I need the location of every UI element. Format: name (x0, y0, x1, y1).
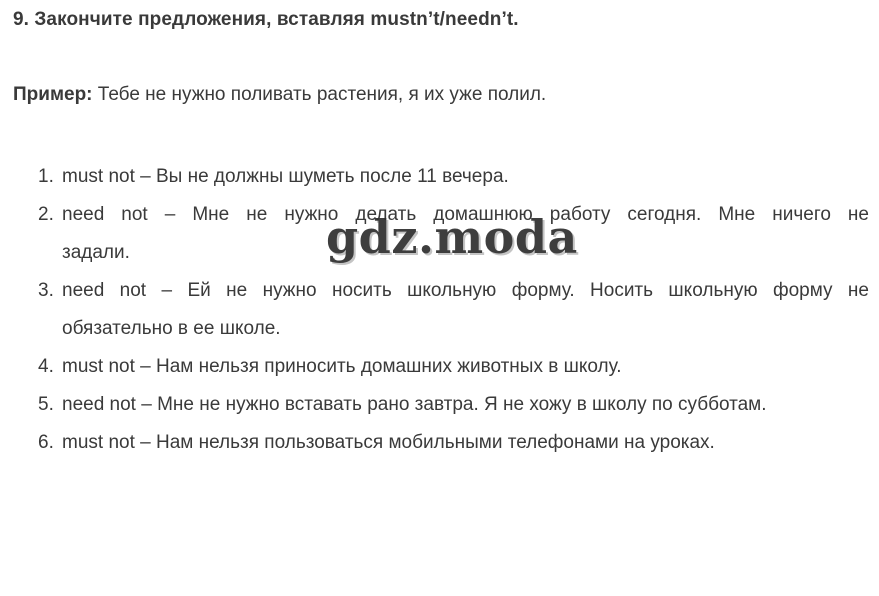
item-text-line: обязательно в ее школе. (62, 318, 281, 339)
list-item (38, 158, 869, 196)
answer-list (38, 158, 869, 462)
exercise-heading: 9. Закончите предложения, вставляя mustn’t/needn’t. (13, 9, 519, 30)
item-text-line: need not – Ей не нужно носить школьную форму. Носить школьную форму не (62, 280, 869, 301)
item-text-line: задали. (62, 242, 130, 263)
item-text: must not – Нам нельзя приносить домашних животных в школу. (62, 356, 622, 377)
item-text (62, 272, 869, 348)
item-number: 6. (38, 432, 54, 453)
watermark-logo: gdz.moda (326, 210, 578, 264)
item-number: 3. (38, 280, 54, 301)
item-number: 1. (38, 166, 54, 187)
item-number: 2. (38, 204, 54, 225)
item-text: must not – Вы не должны шуметь после 11 вечера. (62, 166, 509, 187)
item-number: 5. (38, 394, 54, 415)
list-item (38, 272, 869, 348)
example-line (13, 84, 546, 106)
list-item (38, 424, 869, 462)
list-item (38, 386, 869, 424)
item-text-line: need not – Мне не нужно делать домашнюю работу сегодня. Мне ничего не (62, 204, 869, 225)
list-item (38, 348, 869, 386)
example-text: Тебе не нужно поливать растения, я их уже полил. (92, 84, 547, 105)
item-text: must not – Нам нельзя пользоваться мобильными телефонами на уроках. (62, 432, 715, 453)
example-label: Пример: (13, 84, 93, 105)
item-text: need not – Мне не нужно вставать рано завтра. Я не хожу в школу по субботам. (62, 394, 767, 415)
item-number: 4. (38, 356, 54, 377)
